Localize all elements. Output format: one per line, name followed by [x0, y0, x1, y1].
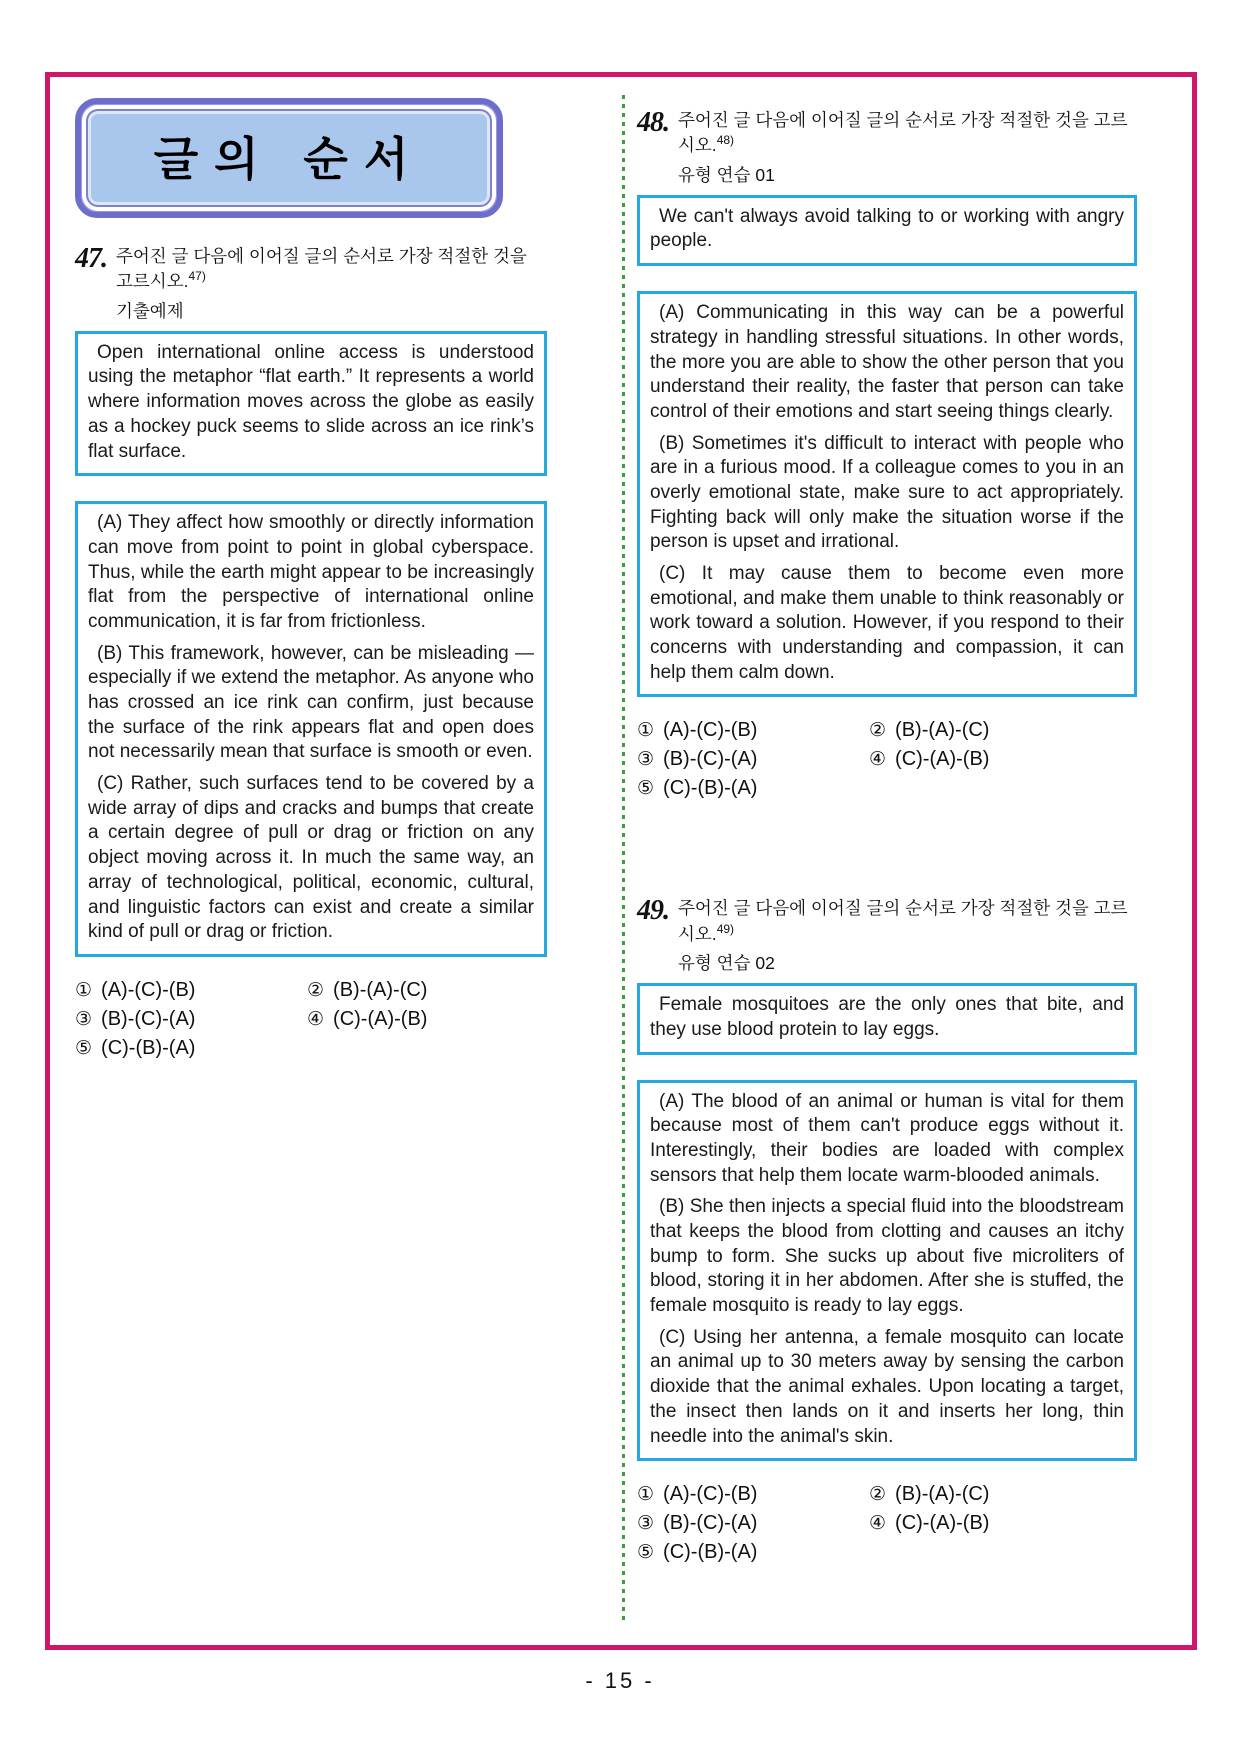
given-passage-box — [75, 331, 547, 476]
choice-marker: ⑤ — [75, 1037, 93, 1059]
choice-marker: ④ — [307, 1008, 325, 1030]
choice-option-1 — [637, 1483, 869, 1506]
footnote-number: 47) — [188, 269, 206, 284]
choice-marker: ⑤ — [637, 778, 655, 800]
left-column — [75, 98, 547, 1060]
choice-marker: ① — [637, 1484, 655, 1506]
choice-label: (B)-(C)-(A) — [663, 1512, 758, 1535]
footnote-number: 48) — [716, 133, 735, 148]
question-47 — [75, 244, 547, 1060]
question-number: 47. — [75, 243, 107, 274]
choice-marker: ① — [637, 720, 655, 742]
choice-option-3 — [75, 1008, 307, 1031]
answer-choices — [637, 719, 1137, 800]
choice-option-2 — [869, 1483, 1137, 1506]
question-tag: 기출예제 — [116, 300, 184, 321]
choice-option-1 — [75, 979, 307, 1002]
choice-marker: ① — [75, 979, 93, 1001]
choice-marker: ③ — [637, 749, 655, 771]
choice-label: (B)-(A)-(C) — [895, 719, 990, 742]
column-divider-dotted-line — [622, 95, 625, 1622]
choice-marker: ⑤ — [637, 1542, 655, 1564]
choice-label: (C)-(B)-(A) — [663, 1541, 758, 1564]
ordering-paragraphs-box — [75, 501, 547, 957]
choice-marker: ② — [307, 979, 325, 1001]
answer-choices — [637, 1483, 1137, 1564]
section-title: 글의 순서 — [86, 109, 492, 207]
choice-option-4 — [869, 748, 1137, 771]
right-column — [637, 108, 1137, 1564]
paragraph-a: (A) They affect how smoothly or directly information can move from point to point in global cyberspace. Thus, while the earth might appear to be increasingly flat from the perspective of international online communication, it is far from frictionless. — [88, 512, 534, 632]
question-prompt: 주어진 글 다음에 이어질 글의 순서로 가장 적절한 것을 고르시오.$^{49)}$ — [678, 898, 1128, 944]
paragraph-c: (C) Rather, such surfaces tend to be covered by a wide array of dips and cracks and bumps that create a certain degree of pull or drag or friction on any object moving across it. In much the same way, an array of technological, political, economic, cultural, and linguistic factors can exist and create a similar kind of pull or drag or friction. — [88, 773, 534, 943]
choice-option-2 — [307, 979, 547, 1002]
choice-marker: ③ — [75, 1008, 93, 1030]
choice-option-5 — [637, 1541, 869, 1564]
given-passage-box — [637, 195, 1137, 266]
paragraph-b: (B) Sometimes it's difficult to interact with people who are in a furious mood. If a colleague comes to you in an overly emotional state, make sure to act appropriately. Fighting back will only make the situation worse if the person is upset and irrational. — [650, 432, 1124, 553]
choice-marker: ④ — [869, 749, 887, 771]
choice-label: (A)-(C)-(B) — [663, 719, 758, 742]
paragraph-b: (B) This framework, however, can be misleading — especially if we extend the metaphor. As anyone who has crossed an ice rink can confirm, just because the surface of the rink appears flat and open does not necessarily mean that surface is smooth or even. — [88, 642, 534, 763]
paragraph-b: (B) She then injects a special fluid into the bloodstream that keeps the blood from clotting and causes an itchy bump to form. She sucks up about five microliters of blood, storing it in her abdomen. After she is stuffed, the female mosquito is ready to lay eggs. — [650, 1196, 1124, 1317]
choice-marker: ③ — [637, 1513, 655, 1535]
choice-option-1 — [637, 719, 869, 742]
paragraph-c: (C) It may cause them to become even more emotional, and make them unable to think reasonably or work toward a solution. However, if you respond to their concerns with understanding and compassion, it can help them calm down. — [650, 563, 1124, 683]
question-prompt: 주어진 글 다음에 이어질 글의 순서로 가장 적절한 것을 고르시오.$^{47)}$ — [116, 246, 527, 292]
choice-option-5 — [637, 777, 869, 800]
given-passage-box — [637, 983, 1137, 1054]
choice-label: (C)-(A)-(B) — [895, 1512, 990, 1535]
paragraph-a: (A) The blood of an animal or human is vital for them because most of them can't produce eggs without it. Interestingly, their bodies are loaded with complex sensors that help them locate warm-blooded animals. — [650, 1090, 1124, 1186]
given-passage: Female mosquitoes are the only ones that bite, and they use blood protein to lay eggs. — [650, 994, 1124, 1040]
choice-option-4 — [869, 1512, 1137, 1535]
page-number: - 15 - — [585, 1668, 655, 1693]
choice-option-4 — [307, 1008, 547, 1031]
question-tag: 유형 연습 02 — [678, 953, 775, 974]
answer-choices — [75, 979, 547, 1060]
choice-label: (A)-(C)-(B) — [663, 1483, 758, 1506]
question-47-header — [75, 244, 547, 323]
choice-label: (C)-(B)-(A) — [101, 1036, 196, 1059]
choice-option-2 — [869, 719, 1137, 742]
choice-option-5 — [75, 1037, 307, 1060]
question-tag: 유형 연습 01 — [678, 164, 775, 185]
question-number: 48. — [637, 107, 669, 138]
ordering-paragraphs-box — [637, 291, 1137, 697]
choice-marker: ② — [869, 1484, 887, 1506]
question-48-header — [637, 108, 1137, 187]
choice-label: (C)-(B)-(A) — [663, 777, 758, 800]
choice-marker: ④ — [869, 1513, 887, 1535]
choice-label: (B)-(C)-(A) — [663, 748, 758, 771]
choice-label: (C)-(A)-(B) — [895, 748, 990, 771]
choice-option-3 — [637, 1512, 869, 1535]
question-49 — [637, 896, 1137, 1564]
given-passage: Open international online access is understood using the metaphor “flat earth.” It represents a world where information moves across the globe as easily as a hockey puck seems to slide across an ice rink’s flat surface. — [88, 341, 534, 462]
paragraph-a: (A) Communicating in this way can be a powerful strategy in handling stressful situations. In other words, the more you are able to show the other person that you understand their reality, the faster that person can take control of their emotions and start seeing things clearly. — [650, 302, 1124, 422]
choice-label: (B)-(C)-(A) — [101, 1007, 196, 1030]
question-prompt: 주어진 글 다음에 이어질 글의 순서로 가장 적절한 것을 고르시오.$^{48)}$ — [678, 110, 1128, 156]
choice-marker: ② — [869, 720, 887, 742]
choice-label: (B)-(A)-(C) — [895, 1483, 990, 1506]
ordering-paragraphs-box — [637, 1080, 1137, 1462]
choice-label: (B)-(A)-(C) — [333, 978, 428, 1001]
paragraph-c: (C) Using her antenna, a female mosquito can locate an animal up to 30 meters away by sensing the carbon dioxide that the animal exhales. Upon locating a target, the insect then lands on it and inserts her long, thin needle into the animal's skin. — [650, 1326, 1124, 1447]
footnote-number: 49) — [716, 921, 735, 936]
choice-option-3 — [637, 748, 869, 771]
choice-label: (A)-(C)-(B) — [101, 978, 196, 1001]
given-passage: We can't always avoid talking to or working with angry people. — [650, 205, 1124, 252]
section-title-banner — [75, 98, 503, 218]
choice-label: (C)-(A)-(B) — [333, 1007, 428, 1030]
question-49-header — [637, 896, 1137, 975]
question-48 — [637, 108, 1137, 800]
question-number: 49. — [637, 895, 669, 927]
